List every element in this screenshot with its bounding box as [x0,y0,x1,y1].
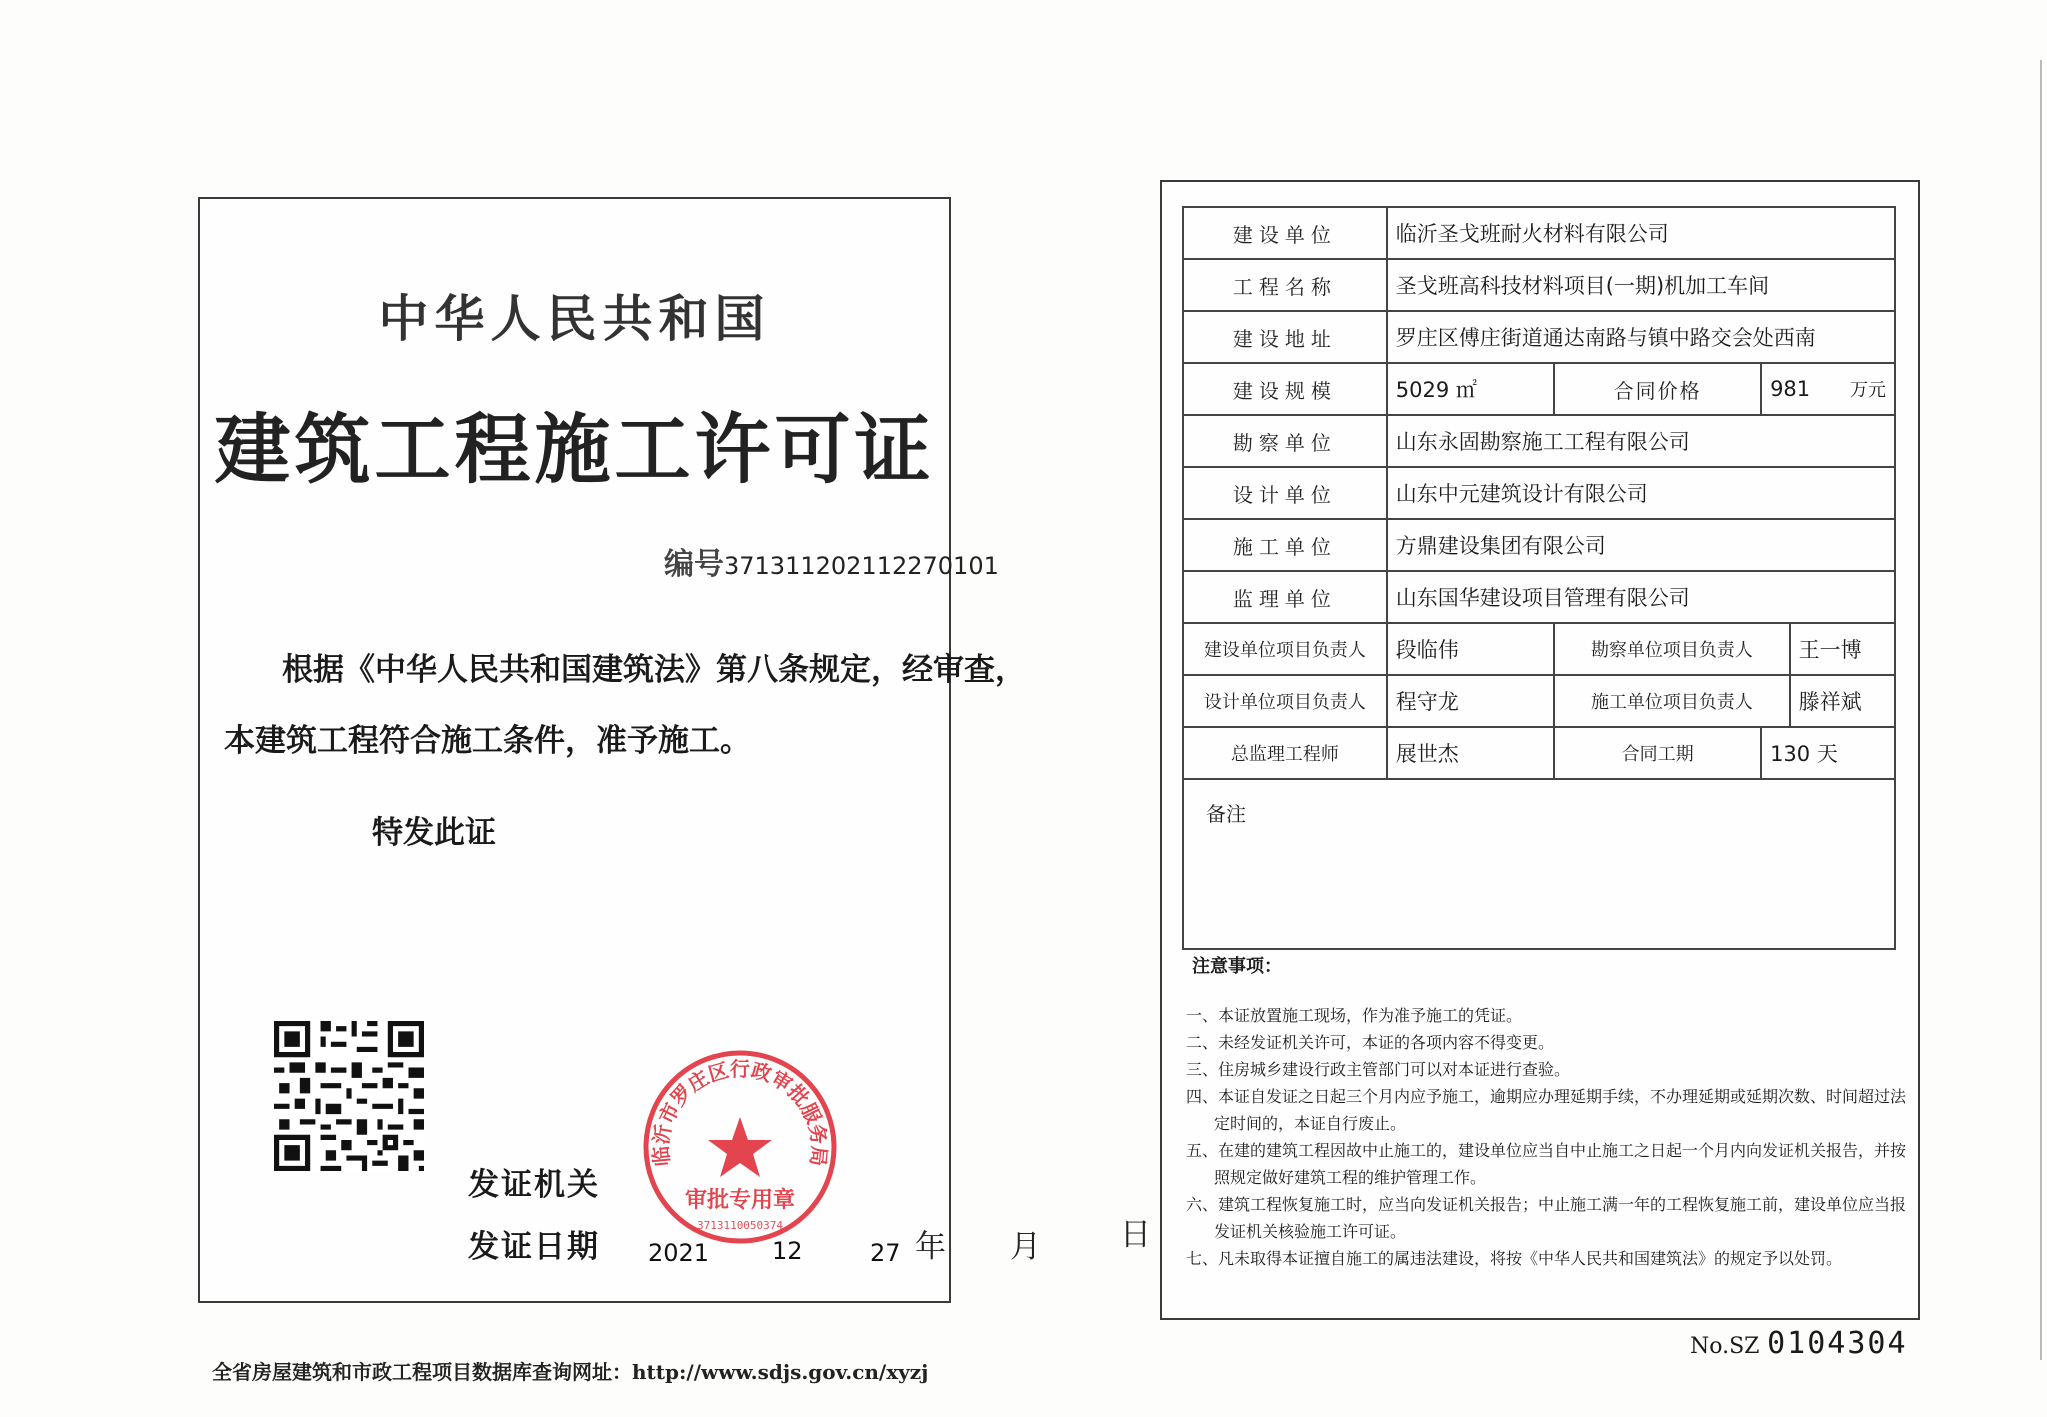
construction-pm-value: 滕祥斌 [1790,675,1895,727]
table-row [1183,623,1895,675]
year-char: 年 [915,1229,946,1265]
issuing-authority-label: 发证机关 [468,1167,600,1203]
chief-engineer-label: 总监理工程师 [1183,727,1387,779]
remarks-cell [1183,779,1895,949]
list-item: 七、凡未取得本证擅自施工的属违法建设，将按《中华人民共和国建筑法》的规定予以处罚。 [1186,1249,1843,1268]
remarks-label: 备注 [1206,802,1246,826]
design-pm-value: 程守龙 [1387,675,1555,727]
design-pm-label: 设计单位项目负责人 [1183,675,1387,727]
day-char: 日 [1120,1217,1151,1253]
contract-period-label: 合同工期 [1554,727,1761,779]
list-item: 一、本证放置施工现场，作为准予施工的凭证。 [1186,1006,1523,1025]
special-issue-text: 特发此证 [372,815,496,851]
list-item: 六、建筑工程恢复施工时，应当向发证机关报告；中止施工满一年的工程恢复施工前，建设单位应当报发证机关核验施工许可证。 [1186,1195,1907,1241]
table-row [1183,779,1895,949]
permit-number [664,539,999,583]
table-row [1183,519,1895,571]
table-row [1183,259,1895,311]
seal-code-text: 3713110050374 [696,1219,784,1232]
serial-prefix: No.SZ [1690,1334,1760,1359]
builder-pm-value: 段临伟 [1387,623,1555,675]
scale-label: 建设规模 [1183,363,1387,415]
builder-label: 建设单位 [1183,207,1387,259]
builder-pm-label: 建设单位项目负责人 [1183,623,1387,675]
price-label: 合同价格 [1554,363,1761,415]
scan-edge-divider [2040,60,2042,1360]
supervision-unit-label: 监理单位 [1183,571,1387,623]
official-seal-icon [640,1047,840,1247]
issue-date-label: 发证日期 [468,1229,600,1265]
table-row [1183,727,1895,779]
issue-month: 12 [772,1237,803,1265]
qr-code-icon [274,1021,424,1171]
seal-center-text: 审批专用章 [684,1187,796,1213]
list-item: 三、住房城乡建设行政主管部门可以对本证进行查验。 [1186,1060,1571,1079]
address-value: 罗庄区傅庄街道通达南路与镇中路交会处西南 [1387,311,1895,363]
table-row [1183,467,1895,519]
notice-title: 注意事项： [1192,956,1282,977]
permit-cover-page [198,197,1151,1303]
notice-list [1186,1002,1906,1272]
table-row [1183,415,1895,467]
permit-number-label: 编号 [664,547,724,582]
issue-year: 2021 [648,1239,710,1267]
database-query-url: 全省房屋建筑和市政工程项目数据库查询网址：http://www.sdjs.gov.cn/xyzj [212,1360,929,1384]
permit-details-page [1160,180,1920,1320]
serial-number [1690,1326,1908,1361]
month-char: 月 [1010,1229,1041,1265]
project-name-label: 工程名称 [1183,259,1387,311]
table-row [1183,311,1895,363]
legal-basis-line2: 本建筑工程符合施工条件，准予施工。 [224,723,751,759]
list-item: 二、未经发证机关许可，本证的各项内容不得变更。 [1186,1033,1555,1052]
legal-basis-line1: 根据《中华人民共和国建筑法》第八条规定，经审查， [282,652,1026,688]
address-label: 建设地址 [1183,311,1387,363]
survey-pm-value: 王一博 [1790,623,1895,675]
permit-number-value: 371311202112270101 [724,552,999,580]
builder-value: 临沂圣戈班耐火材料有限公司 [1387,207,1895,259]
survey-unit-value: 山东永固勘察施工工程有限公司 [1387,415,1895,467]
construction-unit-label: 施工单位 [1183,519,1387,571]
survey-pm-label: 勘察单位项目负责人 [1554,623,1789,675]
construction-unit-value: 方鼎建设集团有限公司 [1387,519,1895,571]
permit-info-table [1182,206,1896,950]
survey-unit-label: 勘察单位 [1183,415,1387,467]
list-item: 四、本证自发证之日起三个月内应予施工，逾期应办理延期手续，不办理延期或延期次数、时间超过法定时间的，本证自行废止。 [1186,1087,1907,1133]
scale-value: 5029 ㎡ [1387,363,1555,415]
country-title: 中华人民共和国 [378,289,771,348]
table-row [1183,363,1895,415]
chief-engineer-value: 展世杰 [1387,727,1555,779]
project-name-value: 圣戈班高科技材料项目(一期)机加工车间 [1387,259,1895,311]
contract-period-value: 130 天 [1761,727,1895,779]
seal-arc-text: 临沂市罗庄区行政审批服务局 [648,1057,832,1168]
serial-value: 0104304 [1767,1326,1908,1361]
design-unit-label: 设计单位 [1183,467,1387,519]
construction-pm-label: 施工单位项目负责人 [1554,675,1789,727]
table-row [1183,675,1895,727]
list-item: 五、在建的建筑工程因故中止施工的，建设单位应当自中止施工之日起一个月内向发证机关报告，并按照规定做好建筑工程的维护管理工作。 [1186,1141,1907,1187]
price-unit: 万元 [1818,363,1895,415]
table-row [1183,571,1895,623]
permit-title: 建筑工程施工许可证 [214,405,935,494]
supervision-unit-value: 山东国华建设项目管理有限公司 [1387,571,1895,623]
design-unit-value: 山东中元建筑设计有限公司 [1387,467,1895,519]
issue-day: 27 [870,1239,901,1267]
price-value: 981 [1761,363,1818,415]
table-row [1183,207,1895,259]
